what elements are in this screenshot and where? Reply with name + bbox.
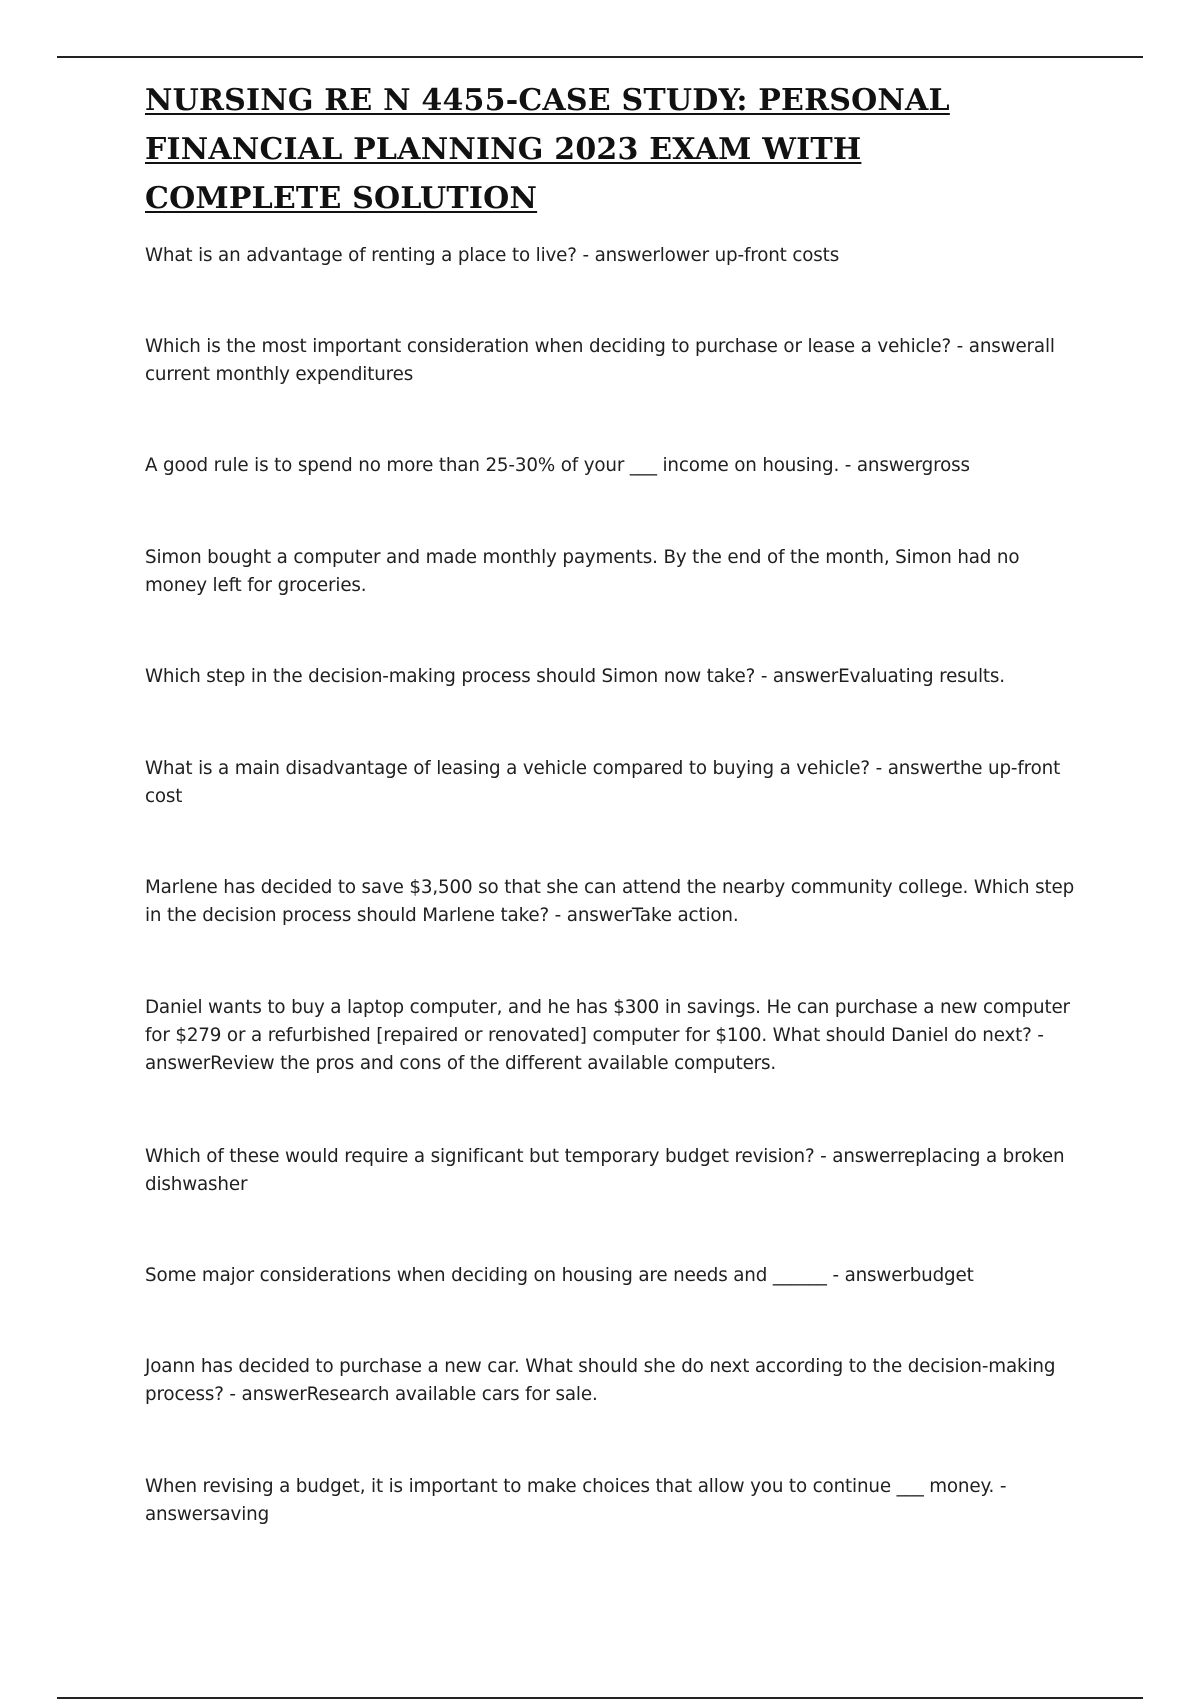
qa-item-11: Joann has decided to purchase a new car. What should she do next according to the decision-making process? - answerResearch available cars for sale. <box>145 1356 1056 1405</box>
qa-item-2: Which is the most important consideration when deciding to purchase or lease a vehicle? - answerall current monthly expenditures <box>145 336 1055 385</box>
qa-item-1: What is an advantage of renting a place to live? - answerlower up-front costs <box>145 245 840 266</box>
qa-item-6: What is a main disadvantage of leasing a vehicle compared to buying a vehicle? - answerthe up-front cost <box>145 758 1061 807</box>
top-rule <box>57 56 1143 58</box>
qa-item-4: Simon bought a computer and made monthly payments. By the end of the month, Simon had no money left for groceries. <box>145 547 1020 596</box>
qa-item-8: Daniel wants to buy a laptop computer, and he has $300 in savings. He can purchase a new computer for $279 or a refurbished [repaired or renovated] computer for $100. What should Daniel do next? - answerReview the pros and cons of the different available computers. <box>145 997 1070 1074</box>
qa-item-10: Some major considerations when deciding on housing are needs and ______ - answerbudget <box>145 1265 974 1286</box>
qa-item-9: Which of these would require a significant but temporary budget revision? - answerreplacing a broken dishwasher <box>145 1146 1065 1195</box>
document-title: NURSING RE N 4455-CASE STUDY: PERSONAL FINANCIAL PLANNING 2023 EXAM WITH COMPLETE SOLUTION <box>145 83 950 216</box>
qa-item-7: Marlene has decided to save $3,500 so that she can attend the nearby community college. Which step in the decision process should Marlene take? - answerTake action. <box>145 877 1075 926</box>
qa-item-3: A good rule is to spend no more than 25-30% of your ___ income on housing. - answergross <box>145 455 970 476</box>
qa-item-12: When revising a budget, it is important to make choices that allow you to continue ___ money. - answersaving <box>145 1476 1007 1525</box>
qa-item-5: Which step in the decision-making process should Simon now take? - answerEvaluating results. <box>145 666 1005 687</box>
bottom-rule <box>57 1697 1143 1699</box>
